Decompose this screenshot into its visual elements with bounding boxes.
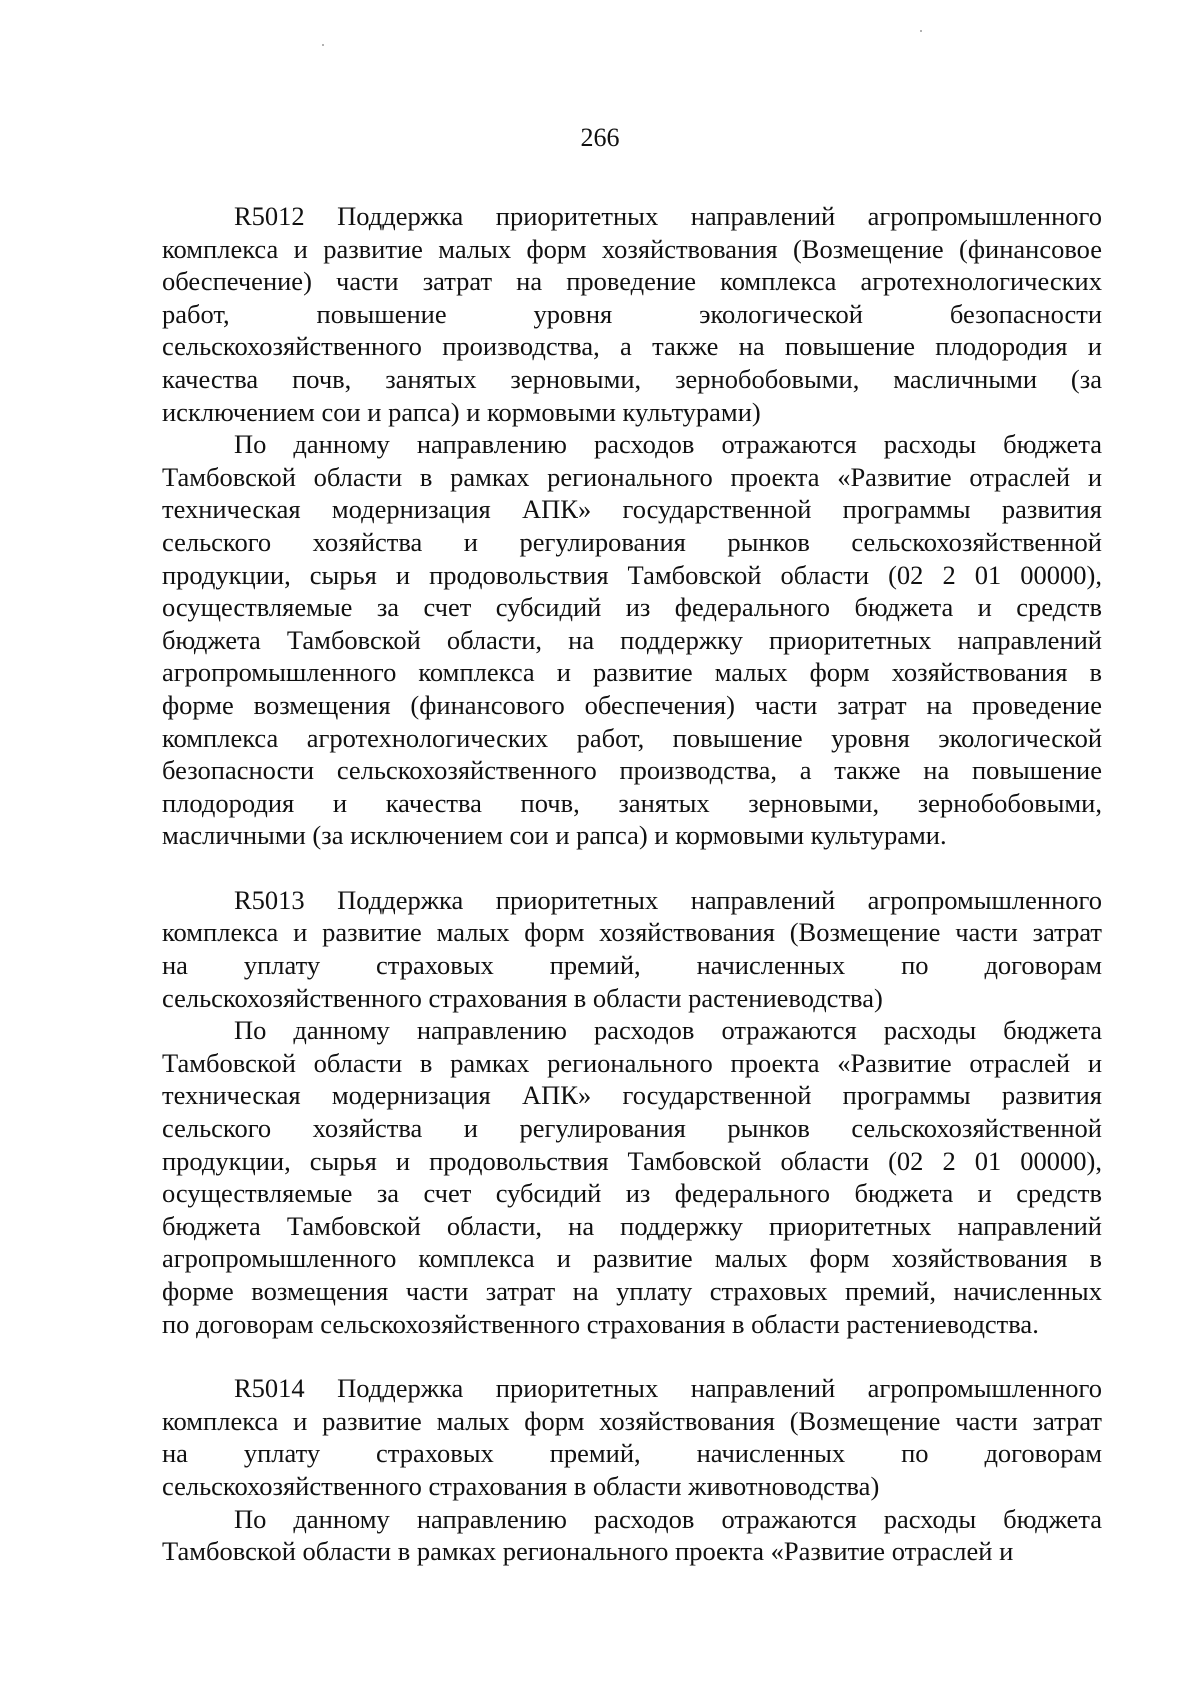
body-line: Тамбовской области в рамках регионального проекта «Развитие отраслей и bbox=[162, 1536, 1014, 1567]
title-line: на уплату страховых премий, начисленных по договорам bbox=[162, 950, 1102, 981]
title-line: сельскохозяйственного страхования в области животноводства) bbox=[162, 1470, 880, 1501]
title-line: обеспечение) части затрат на проведение комплекса агротехнологических bbox=[162, 266, 1102, 297]
title-line: комплекса и развитие малых форм хозяйствования (Возмещение части затрат bbox=[162, 1405, 1102, 1436]
section-description bbox=[162, 1503, 1102, 1568]
body-line: сельского хозяйства и регулирования рынков сельскохозяйственной bbox=[162, 1113, 1102, 1144]
section-title bbox=[162, 884, 1102, 1014]
body-line: Тамбовской области в рамках регионального проекта «Развитие отраслей и bbox=[162, 461, 1102, 492]
scan-speck bbox=[920, 30, 922, 32]
body-line: по договорам сельскохозяйственного страхования в области растениеводства. bbox=[162, 1308, 1039, 1339]
body-line: форме возмещения части затрат на уплату страховых премий, начисленных bbox=[162, 1276, 1102, 1306]
body-line: бюджета Тамбовской области, на поддержку приоритетных направлений bbox=[162, 1210, 1102, 1241]
page-number: 266 bbox=[580, 123, 620, 152]
title-line: R5012 Поддержка приоритетных направлений агропромышленного bbox=[234, 201, 1102, 231]
title-line: работ, повышение уровня экологической безопасности bbox=[162, 298, 1102, 329]
body-line: Тамбовской области в рамках регионального проекта «Развитие отраслей и bbox=[162, 1047, 1102, 1078]
body-line: осуществляемые за счет субсидий из федерального бюджета и средств bbox=[162, 1178, 1102, 1209]
title-line: R5013 Поддержка приоритетных направлений агропромышленного bbox=[234, 884, 1102, 915]
title-line: комплекса и развитие малых форм хозяйствования (Возмещение части затрат bbox=[162, 917, 1102, 948]
body-line: осуществляемые за счет субсидий из федерального бюджета и средств bbox=[162, 592, 1102, 623]
body-line: бюджета Тамбовской области, на поддержку приоритетных направлений bbox=[162, 624, 1102, 655]
title-line: комплекса и развитие малых форм хозяйствования (Возмещение (финансовое bbox=[162, 233, 1102, 264]
body-line: форме возмещения (финансового обеспечения) части затрат на проведение bbox=[162, 689, 1102, 720]
section-description bbox=[162, 428, 1102, 852]
title-line: сельскохозяйственного производства, а также на повышение плодородия и bbox=[162, 331, 1102, 362]
body-line: продукции, сырья и продовольствия Тамбовской области (02 2 01 00000), bbox=[162, 559, 1102, 590]
title-line: R5014 Поддержка приоритетных направлений агропромышленного bbox=[234, 1373, 1102, 1404]
section-r5013 bbox=[162, 884, 1102, 1340]
section-title bbox=[162, 1372, 1102, 1502]
body-line: сельского хозяйства и регулирования рынков сельскохозяйственной bbox=[162, 526, 1102, 557]
title-line: исключением сои и рапса) и кормовыми культурами) bbox=[162, 396, 761, 427]
section-description bbox=[162, 1014, 1102, 1340]
scan-speck bbox=[322, 44, 324, 46]
body-line: комплекса агротехнологических работ, повышение уровня экологической bbox=[162, 722, 1102, 753]
body-line: техническая модернизация АПК» государственной программы развития bbox=[162, 494, 1102, 525]
body-line: техническая модернизация АПК» государственной программы развития bbox=[162, 1080, 1102, 1111]
body-line: По данному направлению расходов отражаются расходы бюджета bbox=[234, 1503, 1102, 1534]
body-line: По данному направлению расходов отражаются расходы бюджета bbox=[234, 429, 1102, 460]
body-line: безопасности сельскохозяйственного производства, а также на повышение bbox=[162, 755, 1102, 786]
section-r5014 bbox=[162, 1372, 1102, 1568]
title-line: на уплату страховых премий, начисленных по договорам bbox=[162, 1438, 1102, 1469]
body-line: продукции, сырья и продовольствия Тамбовской области (02 2 01 00000), bbox=[162, 1145, 1102, 1176]
body-line: плодородия и качества почв, занятых зерновыми, зернобобовыми, bbox=[162, 787, 1102, 818]
section-title bbox=[162, 200, 1102, 428]
section-r5012 bbox=[162, 200, 1102, 852]
body-line: агропромышленного комплекса и развитие малых форм хозяйствования в bbox=[162, 657, 1102, 688]
document-body bbox=[162, 200, 1102, 1600]
title-line: сельскохозяйственного страхования в области растениеводства) bbox=[162, 982, 883, 1013]
body-line: агропромышленного комплекса и развитие малых форм хозяйствования в bbox=[162, 1243, 1102, 1274]
title-line: качества почв, занятых зерновыми, зернобобовыми, масличными (за bbox=[162, 363, 1102, 394]
body-line: По данному направлению расходов отражаются расходы бюджета bbox=[234, 1015, 1102, 1046]
body-line: масличными (за исключением сои и рапса) и кормовыми культурами. bbox=[162, 820, 947, 851]
